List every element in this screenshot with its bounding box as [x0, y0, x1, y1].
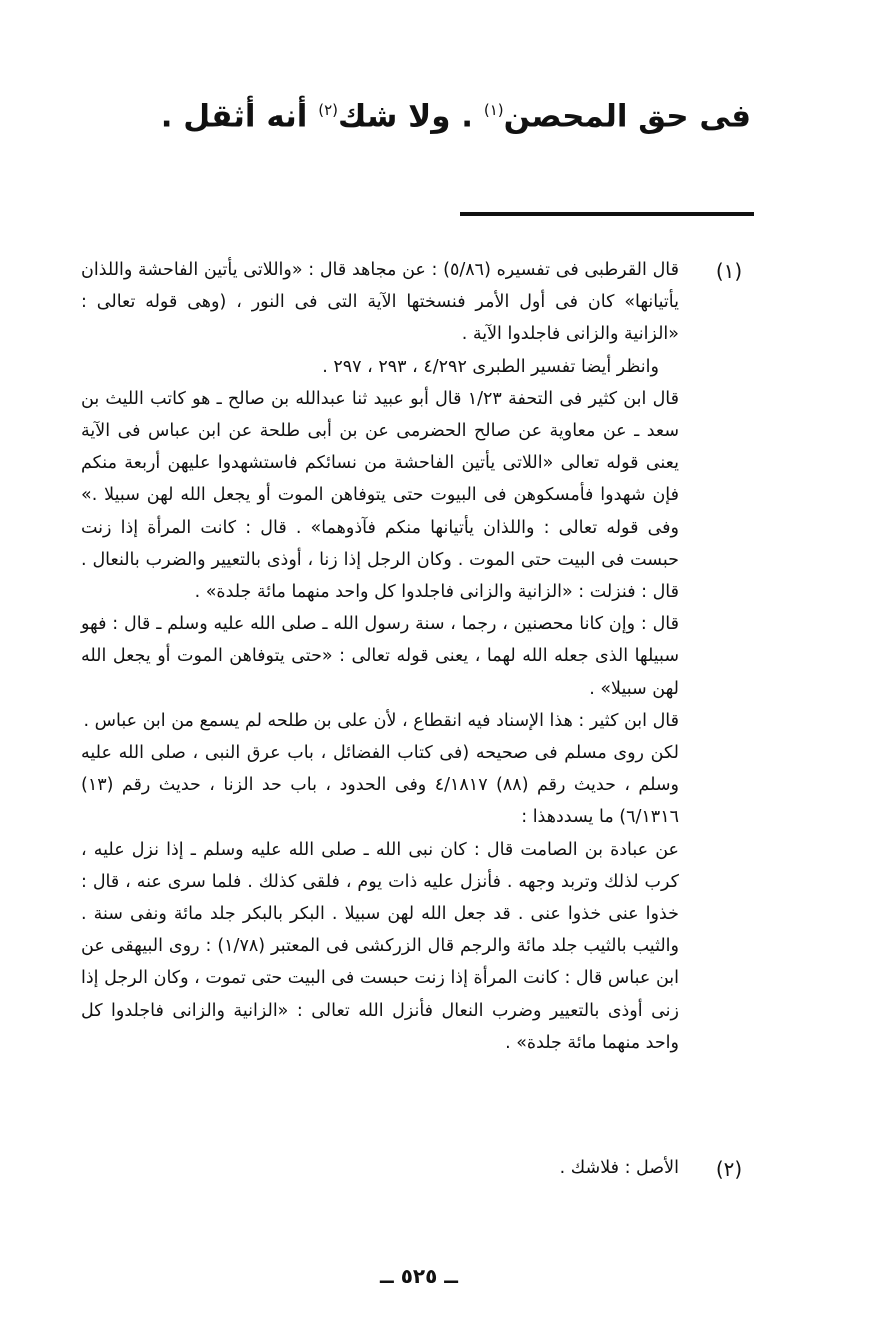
footnote-paragraph: لكن روى مسلم فى صحيحه (فى كتاب الفضائل ، باب عرق النبى ، صلى الله عليه وسلم ، حديث رقم (٨٨) ٤/١٨١٧ وفى الحدود ، باب حد الزنا ، حديث رقم (١٣) ٦/١٣١٦) ما يسددهذا :: [81, 743, 679, 828]
main-text-part: أنه أثقل .: [160, 98, 319, 135]
footnote-paragraph: وانظر أيضا تفسير الطبرى ٤/٢٩٢ ، ٢٩٣ ، ٢٩٧ .: [322, 356, 659, 377]
main-text-part: فى حق المحصن: [503, 98, 751, 135]
page-number: ــ ٥٢٥ ــ: [380, 1264, 458, 1288]
footnote-paragraph: الأصل : فلاشك .: [559, 1158, 679, 1178]
footnote-paragraph: قال ابن كثير : هذا الإسناد فيه انقطاع ، لأن على بن طلحه لم يسمع من ابن عباس .: [83, 710, 679, 731]
main-text-line: [91, 84, 751, 142]
footnote-paragraph: عن عبادة بن الصامت قال : كان نبى الله ـ صلى الله عليه وسلم ـ إذا نزل عليه ، كرب لذلك وتربد وجهه . فأنزل عليه ذات يوم ، فلقى كذلك . فلما سرى عنه ، قال : خذوا عنى خذوا عنى . قد جعل الله لهن سبيلا . البكر بالبكر جلد مائة ونفى سنة . والثيب بالثيب جلد مائة والرجم قال الزركشى فى المعتبر (١/٧٨) : روى البيهقى عن ابن عباس قال : كانت المرأة إذا زنت حبست فى البيت حتى تموت ، وكان الرجل إذا زنى أوذى بالتعيير وضرب النعال فأنزل الله تعالى : «الزانية والزانى فاجلدوا كل واحد منهما مائة جلدة» .: [81, 839, 679, 1053]
footnote-ref-2: (٢): [318, 101, 338, 119]
footnote-separator: [460, 212, 754, 216]
main-text-part: . ولا شك: [337, 98, 484, 135]
footnote-paragraph: قال القرطبى فى تفسيره (٥/٨٦) : عن مجاهد قال : «واللاتى يأتين الفاحشة واللذان يأتيانها» كان فى أول الأمر فنسختها الآية التى فى النور ، (وهى قوله تعالى : «الزانية والزانى فاجلدوا الآية .: [81, 260, 679, 345]
footnote-marker-2: (٢): [715, 1157, 743, 1181]
footnote-ref-1: (١): [483, 101, 504, 119]
footnote-marker-1: (١): [715, 259, 743, 283]
footnote-paragraph: قال ابن كثير فى التحفة ١/٢٣ قال أبو عبيد ثنا عبدالله بن صالح ـ هو كاتب الليث بن سعد ـ عن معاوية عن صالح الحضرمى عن بن أبى طلحة عن ابن عباس فى الآية يعنى قوله تعالى «اللاتى يأتين الفاحشة من نسائكم فاستشهدوا عليهن أربعة منكم فإن شهدوا فأمسكوهن فى البيوت حتى يتوفاهن الموت أو يجعل الله لهن سبيلا .» وفى قوله تعالى : واللذان يأتيانها منكم فآذوهما» . قال : كانت المرأة إذا زنت حبست فى البيت حتى الموت . وكان الرجل إذا زنا ، أوذى بالتعيير والضرب بالنعال . قال : فنزلت : «الزانية والزانى فاجلدوا كل واحد منهما مائة جلدة» .: [81, 388, 679, 603]
footnote-1-body: [81, 254, 679, 1059]
footnote-paragraph: قال : وإن كانا محصنين ، رجما ، سنة رسول الله ـ صلى الله عليه وسلم ـ قال : فهو سبيلها الذى جعله الله لهما ، يعنى قوله تعالى : «حتى يتوفاهن الموت أو يجعل الله لهن سبيلا» .: [81, 614, 679, 699]
footnote-2-body: [81, 1152, 679, 1184]
